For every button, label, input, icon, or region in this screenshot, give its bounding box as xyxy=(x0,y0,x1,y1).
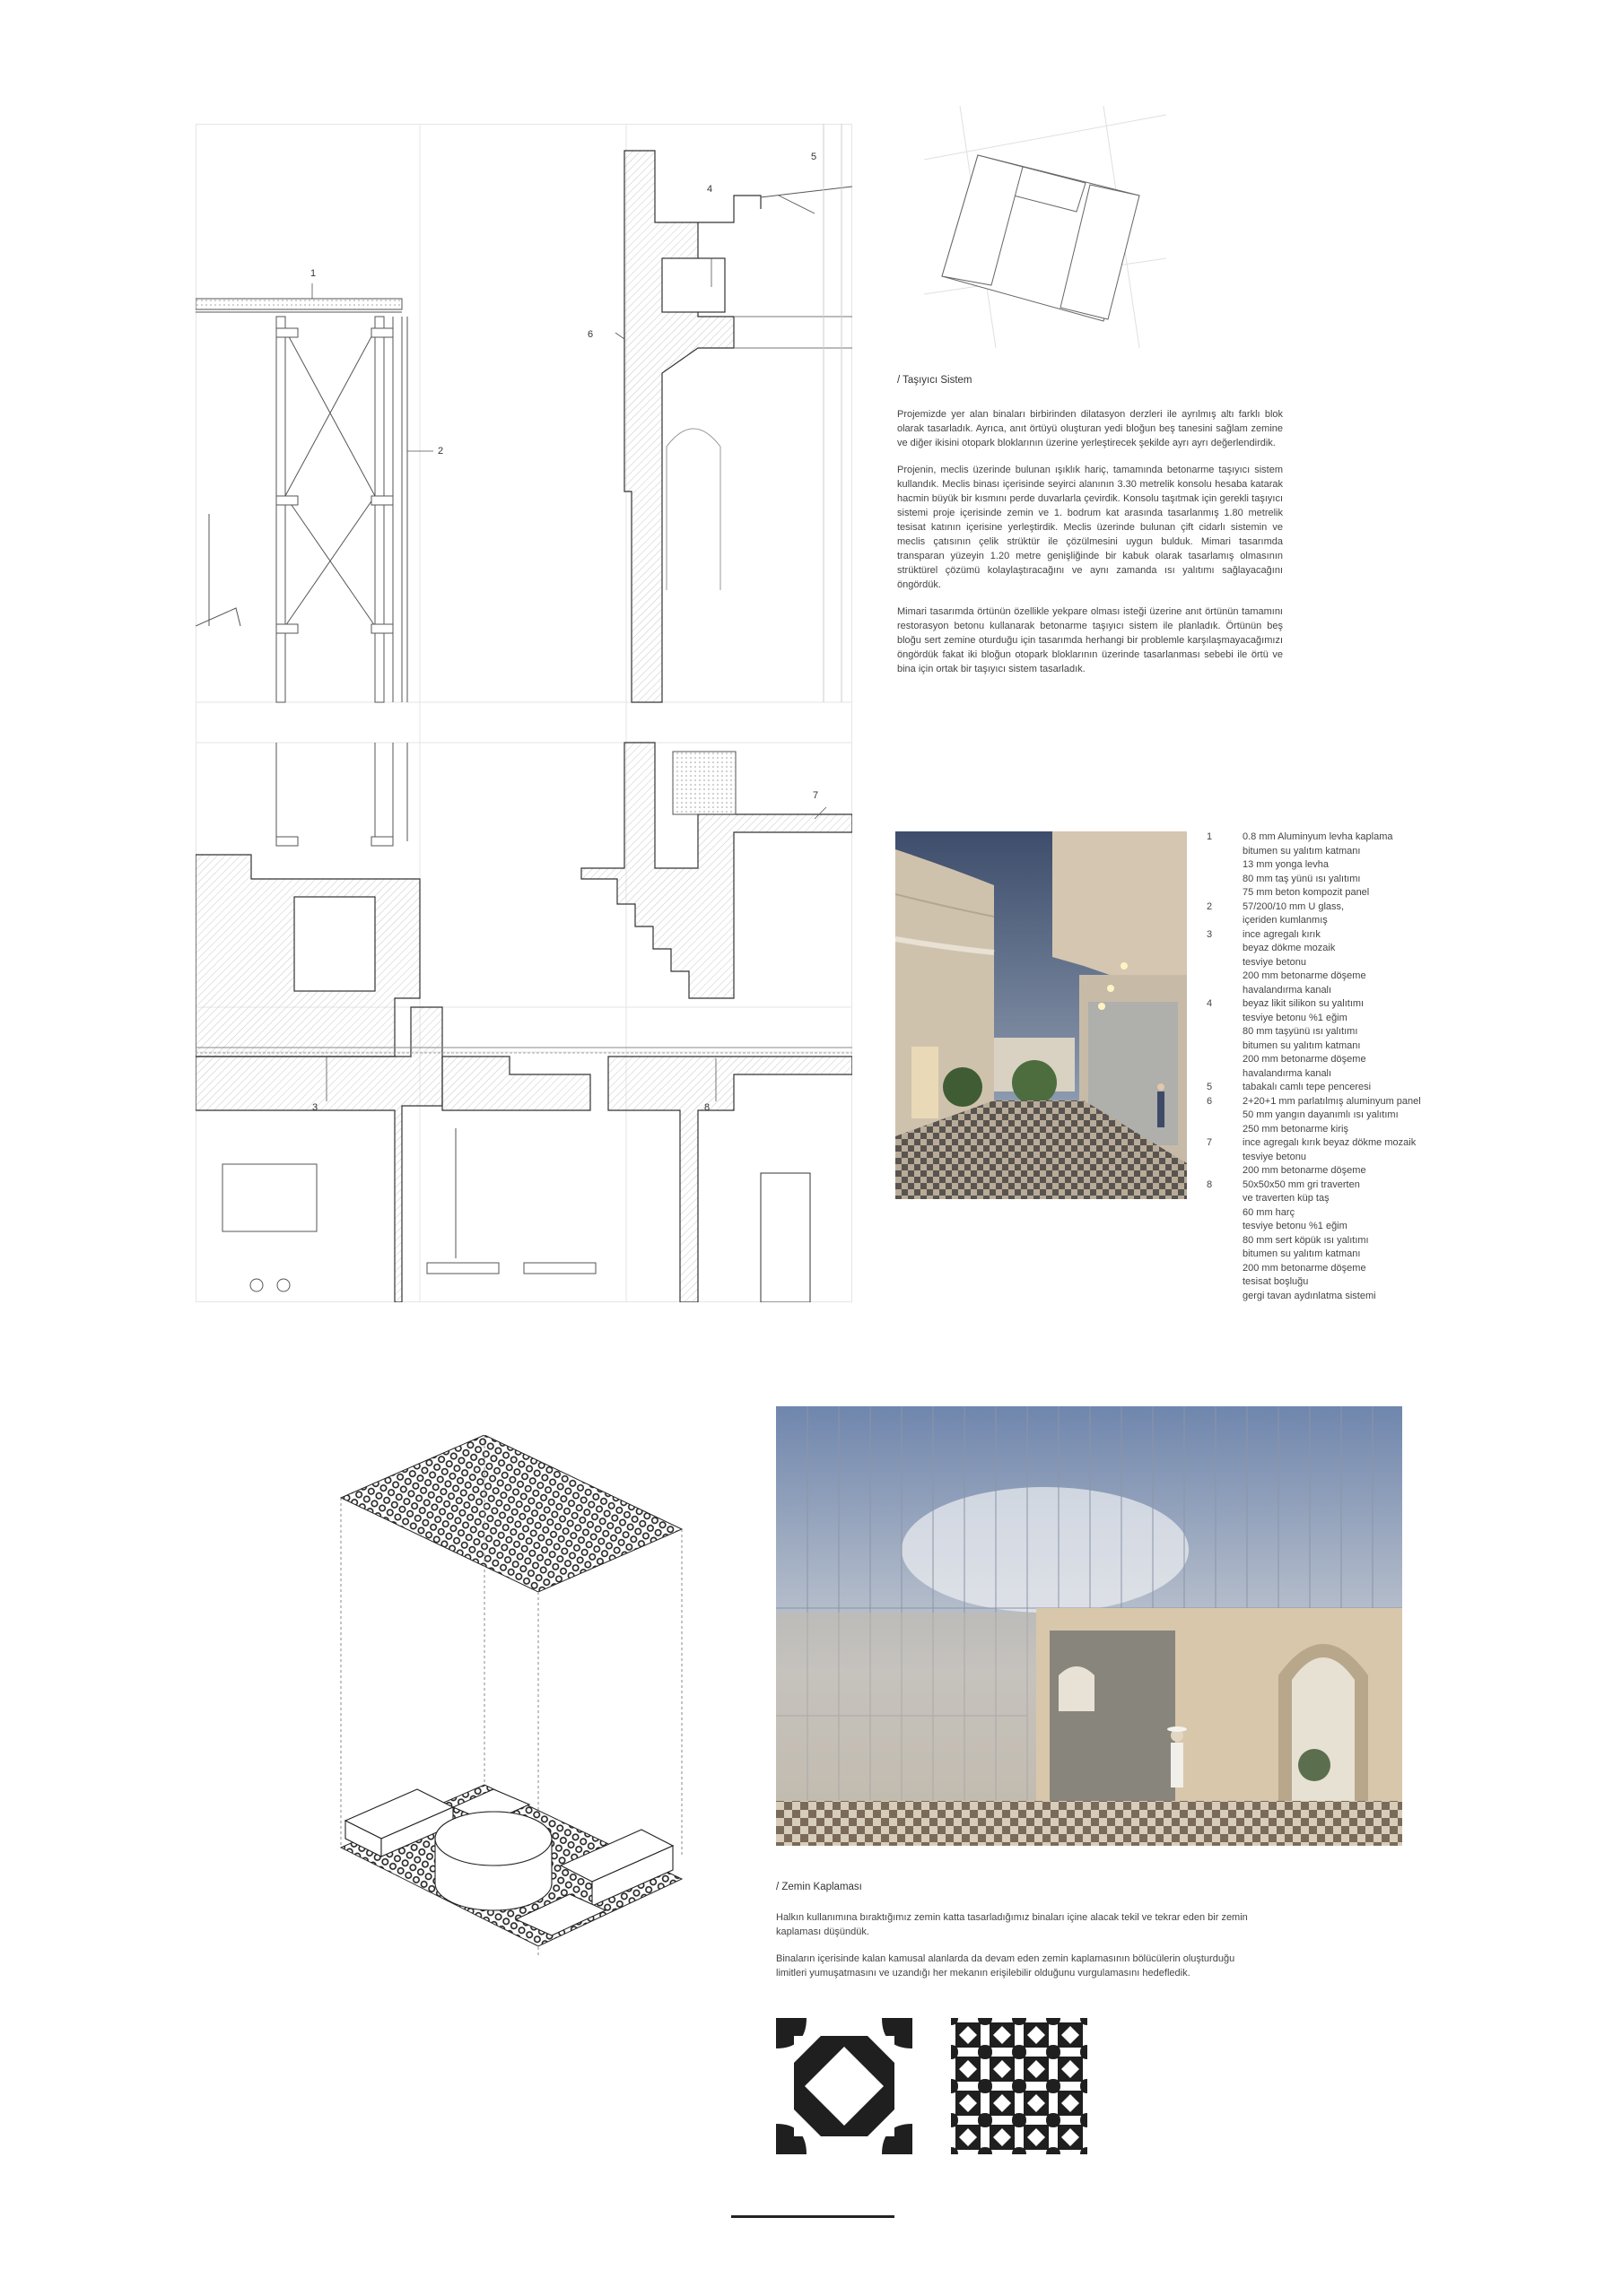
legend-layer-text: 2+20+1 mm parlatılmış aluminyum panel xyxy=(1243,1095,1421,1107)
legend-number: 7 xyxy=(1207,1137,1213,1148)
legend-layer-text: 250 mm betonarme kiriş xyxy=(1243,1123,1348,1135)
legend-layer-text: bitumen su yalıtım katmanı xyxy=(1243,1248,1361,1259)
legend-layer-text: tesisat boşluğu xyxy=(1243,1276,1309,1287)
legend-layers xyxy=(1243,1136,1416,1178)
detail-num-5: 5 xyxy=(811,152,817,162)
legend-layer-text: tesviye betonu %1 eğim xyxy=(1243,1012,1347,1023)
legend-item xyxy=(1207,1095,1440,1137)
tile-pattern-repeated xyxy=(951,2018,1087,2154)
legend-layers xyxy=(1243,997,1366,1081)
legend-layer-text: 75 mm beton kompozit panel xyxy=(1243,887,1370,898)
legend-layers xyxy=(1243,1178,1376,1304)
wall-section-drawing xyxy=(196,124,852,1302)
legend-layers xyxy=(1243,1081,1371,1095)
flooring-section xyxy=(776,1882,1260,1993)
legend-layers xyxy=(1243,1095,1421,1137)
axonometric-diagram xyxy=(336,1435,695,2000)
legend-layers xyxy=(1243,831,1393,900)
legend-layer-text: içeriden kumlanmış xyxy=(1243,915,1328,926)
legend-item xyxy=(1207,1081,1440,1095)
legend-layer-text: beyaz dökme mozaik xyxy=(1243,943,1336,953)
legend-layer-text: 13 mm yonga levha xyxy=(1243,859,1329,870)
structural-paragraph-1: Projemizde yer alan binaları birbirinden dilatasyon derzleri ile ayrılmış altı farklı blok olarak tasarladık. Ayrıca, anıt örtüyü oluşturan yedi bloğun beş tanesini sağlam zemine ve diğer ikisini otopark bloklarının üzerine yerleştirecek şekilde ayrı ayrı değerlendirdik. xyxy=(897,409,1283,448)
structural-paragraph-2: Projenin, meclis üzerinde bulunan ışıklık hariç, tamamında betonarme taşıyıcı sistem kullandık. Meclis binası içerisinde seyirci alanının 3.30 metrelik konsolu hesaba katarak hacmin büyük bir kısmını perde duvarlarla çevirdik. Konsolu taşıtmak için gerekli taşıyıcı sistemi proje içerisinde zemin ve 1. bodrum kat arasında tasarlanmış 1.80 metrelik tesisat katının içerisine yerleştirdik. Meclis üzerinde bulunan çift cidarlı sistemin ve meclis çatısının çelik strüktür ile çözülmesini uygun bulduk. Mimari tasarımda transparan yüzeyin 1.20 metre genişliğinde bir kabuk olarak tasarlamış olmasının strüktürel çözümü kolaylaştıracağını ve aynı zamanda ısı yalıtımı sağlayacağını öngördük. xyxy=(897,465,1283,590)
legend-layer-text: tabakalı camlı tepe penceresi xyxy=(1243,1082,1372,1092)
legend-layer-text: tesviye betonu %1 eğim xyxy=(1243,1221,1347,1231)
legend-layer-text: 200 mm betonarme döşeme xyxy=(1243,1165,1366,1176)
flooring-paragraph-2: Binaların içerisinde kalan kamusal alanlarda da devam eden zemin kaplamasının bölücülerin oluşturduğu limitleri yumuşatmasını ve uzandığı her mekanın erişilebilir olduğunu vurgulamasını hedefledik. xyxy=(776,1953,1235,1979)
legend-item xyxy=(1207,900,1440,928)
detail-num-4: 4 xyxy=(707,184,713,195)
detail-num-1: 1 xyxy=(310,268,317,279)
legend-layer-text: 60 mm harç xyxy=(1243,1206,1295,1218)
legend-number: 4 xyxy=(1207,998,1213,1009)
legend-number: 5 xyxy=(1207,1082,1213,1092)
legend-item xyxy=(1207,831,1440,900)
legend-number: 6 xyxy=(1207,1095,1213,1107)
legend-layer-text: 50x50x50 mm gri traverten xyxy=(1243,1178,1360,1190)
legend-layer-text: havalandırma kanalı xyxy=(1243,984,1332,996)
legend-layer-text: beyaz likit silikon su yalıtımı xyxy=(1243,998,1365,1009)
legend-layer-text: ince agregalı kırık xyxy=(1243,928,1321,940)
legend-item xyxy=(1207,997,1440,1081)
structural-paragraph-3: Mimari tasarımda örtünün özellikle yekpare olması isteği üzerine anıt örtünün tamamını restorasyon betonu kullanarak betonarme taşıyıcı sistem ile planladık. Örtünün beş bloğu sert zemine oturduğu için tasarımda herhangi bir problemle karşılaşmayacağımızı öngördük fakat iki bloğun otopark bloklarının üzerinde tasarlanması sebebi ile örtü ve bina için ortak bir taşıyıcı sistem tasarladık. xyxy=(897,606,1283,674)
alley-render-image xyxy=(895,831,1187,1199)
structural-system-section xyxy=(897,375,1283,689)
legend-number: 2 xyxy=(1207,900,1213,912)
legend-item xyxy=(1207,1136,1440,1178)
legend-layer-text: gergi tavan aydınlatma sistemi xyxy=(1243,1290,1376,1301)
detail-num-6: 6 xyxy=(588,329,594,340)
key-plan-diagram xyxy=(924,106,1166,348)
detail-num-3: 3 xyxy=(312,1102,318,1113)
legend-layer-text: 80 mm taş yünü ısı yalıtımı xyxy=(1243,873,1361,884)
legend-number: 1 xyxy=(1207,831,1213,842)
structural-title: / Taşıyıcı Sistem xyxy=(897,375,972,386)
legend-layers xyxy=(1243,928,1366,998)
legend-layers xyxy=(1243,900,1344,928)
legend-layer-text: 200 mm betonarme döşeme xyxy=(1243,970,1366,981)
legend-layer-text: ve traverten küp taş xyxy=(1243,1193,1330,1204)
facade-render-image xyxy=(776,1406,1402,1846)
legend-layer-text: havalandırma kanalı xyxy=(1243,1067,1332,1079)
legend-layer-text: 80 mm sert köpük ısı yalıtımı xyxy=(1243,1234,1369,1246)
material-legend xyxy=(1207,831,1440,1303)
legend-layer-text: 200 mm betonarme döşeme xyxy=(1243,1262,1366,1274)
legend-layer-text: ince agregalı kırık beyaz dökme mozaik xyxy=(1243,1137,1417,1148)
detail-num-8: 8 xyxy=(704,1102,711,1113)
legend-layer-text: bitumen su yalıtım katmanı xyxy=(1243,1039,1361,1051)
legend-number: 8 xyxy=(1207,1178,1213,1190)
legend-layer-text: 0.8 mm Aluminyum levha kaplama xyxy=(1243,831,1393,842)
legend-layer-text: tesviye betonu xyxy=(1243,956,1306,968)
detail-num-7: 7 xyxy=(813,790,819,801)
legend-layer-text: tesviye betonu xyxy=(1243,1151,1306,1162)
footer-rule xyxy=(731,2215,894,2218)
legend-number: 3 xyxy=(1207,928,1213,940)
flooring-paragraph-1: Halkın kullanımına bıraktığımız zemin katta tasarladığımız binaları içine alacak tekil ve tekrar eden bir zemin kaplaması düşündük. xyxy=(776,1912,1248,1937)
legend-item xyxy=(1207,928,1440,998)
legend-layer-text: 57/200/10 mm U glass, xyxy=(1243,900,1345,912)
legend-layer-text: 50 mm yangın dayanımlı ısı yalıtımı xyxy=(1243,1109,1399,1120)
legend-layer-text: 80 mm taşyünü ısı yalıtımı xyxy=(1243,1026,1358,1037)
tile-pattern-single xyxy=(776,2018,912,2154)
detail-num-2: 2 xyxy=(438,446,444,457)
flooring-title: / Zemin Kaplaması xyxy=(776,1882,862,1892)
legend-layer-text: bitumen su yalıtım katmanı xyxy=(1243,845,1361,857)
legend-layer-text: 200 mm betonarme döşeme xyxy=(1243,1054,1366,1065)
legend-item xyxy=(1207,1178,1440,1304)
